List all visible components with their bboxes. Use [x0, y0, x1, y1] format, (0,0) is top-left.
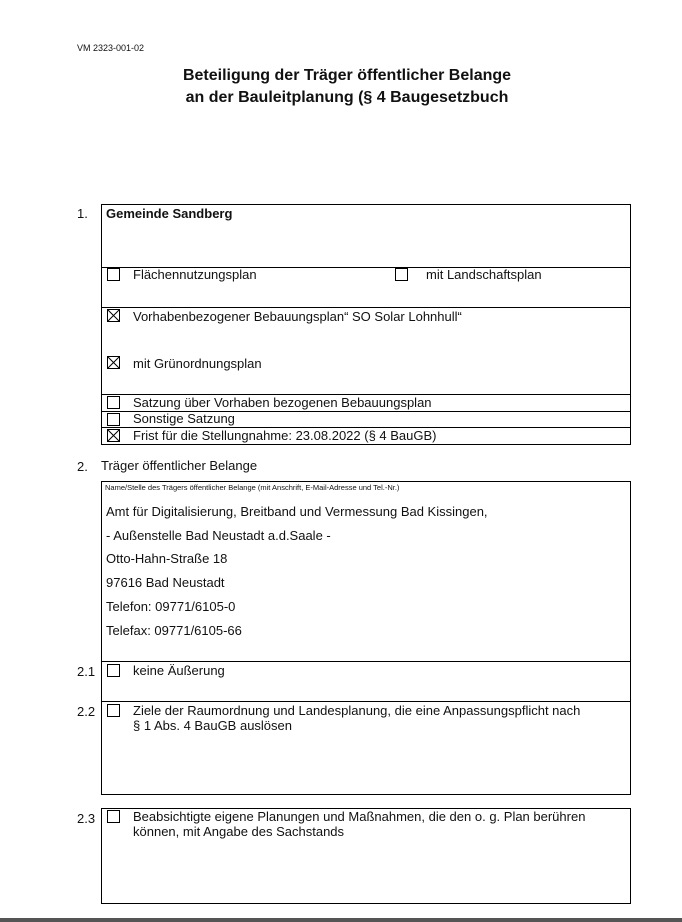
- sonstige-checkbox[interactable]: [107, 413, 120, 426]
- checkmark-x-icon: [108, 430, 119, 441]
- section-2-2-number: 2.2: [77, 704, 96, 719]
- raumordnung-label-line1: Ziele der Raumordnung und Landesplanung, die eine Anpassungspflicht nach: [133, 703, 581, 718]
- address-line: 97616 Bad Neustadt: [106, 575, 225, 590]
- section-1-number: 1.: [77, 206, 88, 221]
- landschaftsplan-checkbox[interactable]: [395, 268, 408, 281]
- section-2-3-number: 2.3: [77, 811, 96, 826]
- gruenordnung-checkbox[interactable]: [107, 356, 120, 369]
- section-2-number: 2.: [77, 459, 88, 474]
- address-line: - Außenstelle Bad Neustadt a.d.Saale -: [106, 528, 331, 543]
- satzung-checkbox[interactable]: [107, 396, 120, 409]
- landschaftsplan-label: mit Landschaftsplan: [426, 267, 542, 282]
- page-subtitle: an der Bauleitplanung (§ 4 Baugesetzbuch: [185, 89, 509, 106]
- raumordnung-label-line2: § 1 Abs. 4 BauGB auslösen: [133, 718, 292, 733]
- section-2-1-number: 2.1: [77, 664, 96, 679]
- frist-checkbox[interactable]: [107, 429, 120, 442]
- page-title: Beteiligung der Träger öffentlicher Belange: [182, 67, 512, 84]
- keine-aeusserung-label: keine Äußerung: [133, 663, 225, 678]
- address-line: Otto-Hahn-Straße 18: [106, 551, 228, 566]
- keine-aeusserung-checkbox[interactable]: [107, 664, 120, 677]
- address-line: Amt für Digitalisierung, Breitband und Vermessung Bad Kissingen,: [106, 504, 488, 519]
- vorhaben-label: Vorhabenbezogener Bebauungsplan“ SO Solar Lohnhull“: [133, 309, 462, 324]
- raumordnung-checkbox[interactable]: [107, 704, 120, 717]
- planungen-label-line2: können, mit Angabe des Sachstands: [133, 824, 345, 839]
- viewer-bottom-edge: [0, 918, 682, 922]
- address-line: Telefon: 09771/6105-0: [106, 599, 236, 614]
- section-2-heading: Träger öffentlicher Belange: [101, 458, 258, 473]
- planungen-label-line1: Beabsichtigte eigene Planungen und Maßnahmen, die den o. g. Plan berühren: [133, 809, 586, 824]
- divider: [101, 307, 631, 308]
- vorhaben-checkbox[interactable]: [107, 309, 120, 322]
- checkmark-x-icon: [108, 357, 119, 368]
- gruenordnung-label: mit Grünordnungsplan: [133, 356, 262, 371]
- document-id: VM 2323-001-02: [77, 43, 145, 53]
- planungen-checkbox[interactable]: [107, 810, 120, 823]
- flaechennutzungsplan-label: Flächennutzungsplan: [133, 267, 257, 282]
- frist-label: Frist für die Stellungnahme: 23.08.2022 (§ 4 BauGB): [133, 428, 437, 443]
- sonstige-label: Sonstige Satzung: [133, 411, 235, 426]
- checkmark-x-icon: [108, 310, 119, 321]
- address-line: Telefax: 09771/6105-66: [106, 623, 242, 638]
- gemeinde-name: Gemeinde Sandberg: [106, 206, 233, 221]
- traeger-box-caption: Name/Stelle des Trägers öffentlicher Belange (mit Anschrift, E-Mail-Adresse und Tel.-Nr.): [105, 483, 400, 492]
- satzung-label: Satzung über Vorhaben bezogenen Bebauungsplan: [133, 395, 432, 410]
- flaechennutzungsplan-checkbox[interactable]: [107, 268, 120, 281]
